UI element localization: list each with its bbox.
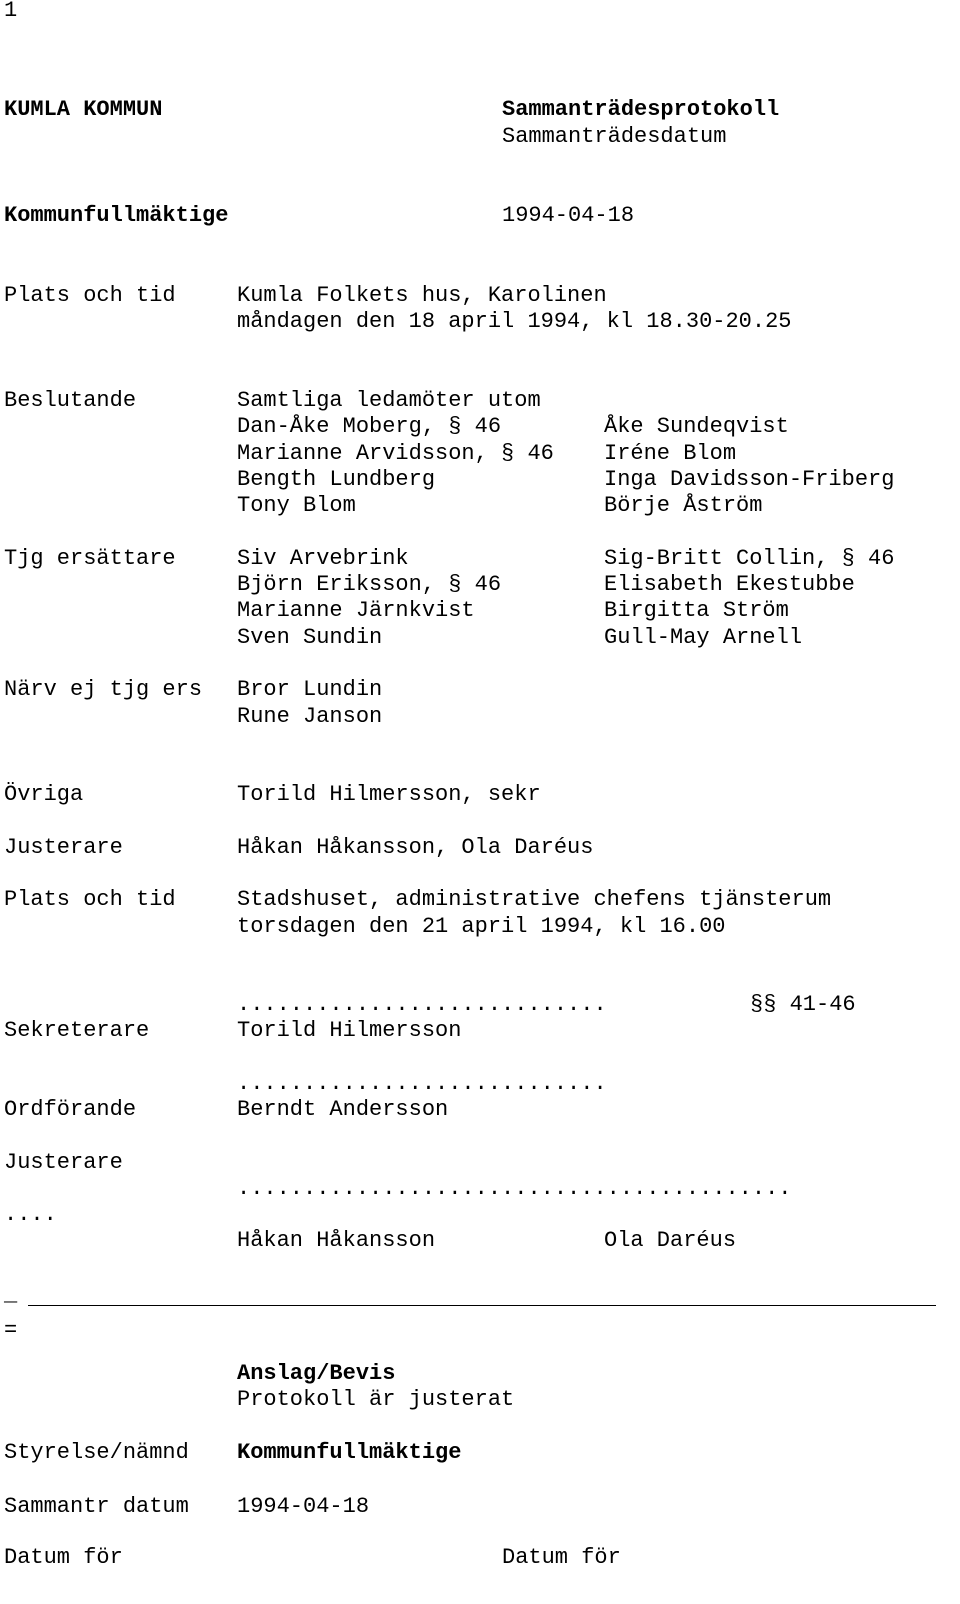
adjusters-signature-label: Justerare <box>4 1150 123 1175</box>
meeting-date: 1994-04-18 <box>502 203 635 228</box>
separator-line <box>28 1305 936 1306</box>
chair-signature-line: ............................ <box>237 1071 607 1096</box>
substitutes-label: Tjg ersättare <box>4 546 176 571</box>
adjusters-signature-line: .......................................... <box>237 1176 792 1201</box>
chair-label: Ordförande <box>4 1097 137 1122</box>
deciding-intro: Samtliga ledamöter utom <box>237 388 541 413</box>
deciding-left-name: Tony Blom <box>237 493 356 518</box>
adjuster-name: Ola Daréus <box>604 1228 737 1253</box>
adjusters-label: Justerare <box>4 835 123 860</box>
substitute-left-name: Björn Eriksson, § 46 <box>237 572 502 597</box>
substitute-left-name: Marianne Järnkvist <box>237 598 475 623</box>
present-label: Närv ej tjg ers <box>4 677 203 702</box>
adjust-meeting-label: Plats och tid <box>4 887 176 912</box>
page-number: 1 <box>4 0 18 23</box>
secretary-signature-line: ............................ <box>237 992 607 1017</box>
deciding-right-name: Inga Davidsson-Friberg <box>604 467 895 492</box>
present-name: Rune Janson <box>237 704 383 729</box>
substitute-right-name: Sig-Britt Collin, § 46 <box>604 546 895 571</box>
deciding-right-name: Börje Åström <box>604 493 763 518</box>
board-label: Styrelse/nämnd <box>4 1440 189 1465</box>
present-name: Bror Lundin <box>237 677 383 702</box>
meeting-time: måndagen den 18 april 1994, kl 18.30-20.25 <box>237 309 792 334</box>
deciding-left-name: Dan-Åke Moberg, § 46 <box>237 414 502 439</box>
doc-type: Sammanträdesprotokoll <box>502 97 780 122</box>
secretary-label: Sekreterare <box>4 1018 150 1043</box>
adjust-meeting-time: torsdagen den 21 april 1994, kl 16.00 <box>237 914 726 939</box>
notice-subtitle: Protokoll är justerat <box>237 1387 515 1412</box>
notice-title: Anslag/Bevis <box>237 1361 396 1386</box>
deciding-left-name: Bength Lundberg <box>237 467 436 492</box>
substitute-left-name: Sven Sundin <box>237 625 383 650</box>
date-label: Sammanträdesdatum <box>502 124 727 149</box>
org-name: KUMLA KOMMUN <box>4 97 163 122</box>
separator-mark: = <box>4 1318 18 1343</box>
substitute-right-name: Birgitta Ström <box>604 598 789 623</box>
secretary-name: Torild Hilmersson <box>237 1018 462 1043</box>
meeting-label: Plats och tid <box>4 283 176 308</box>
date-for-left: Datum för <box>4 1545 123 1570</box>
paragraph-range: §§ 41-46 <box>750 992 856 1017</box>
substitute-right-name: Gull-May Arnell <box>604 625 803 650</box>
others-label: Övriga <box>4 782 84 807</box>
sammantr-date-value: 1994-04-18 <box>237 1494 370 1519</box>
deciding-right-name: Iréne Blom <box>604 441 737 466</box>
adjust-meeting-place: Stadshuset, administrative chefens tjänsterum <box>237 887 832 912</box>
adjuster-name: Håkan Håkansson <box>237 1228 436 1253</box>
deciding-left-name: Marianne Arvidsson, § 46 <box>237 441 554 466</box>
deciding-label: Beslutande <box>4 388 137 413</box>
substitute-left-name: Siv Arvebrink <box>237 546 409 571</box>
meeting-place: Kumla Folkets hus, Karolinen <box>237 283 607 308</box>
chair-name: Berndt Andersson <box>237 1097 449 1122</box>
deciding-right-name: Åke Sundeqvist <box>604 414 789 439</box>
sammantr-date-label: Sammantr datum <box>4 1494 189 1519</box>
date-for-right: Datum för <box>502 1545 621 1570</box>
adjusters-left-dots: .... <box>4 1202 57 1227</box>
board-value: Kommunfullmäktige <box>237 1440 462 1465</box>
substitute-right-name: Elisabeth Ekestubbe <box>604 572 855 597</box>
others-value: Torild Hilmersson, sekr <box>237 782 541 807</box>
body-name: Kommunfullmäktige <box>4 203 229 228</box>
adjusters-value: Håkan Håkansson, Ola Daréus <box>237 835 594 860</box>
separator-mark: _ <box>4 1282 18 1307</box>
